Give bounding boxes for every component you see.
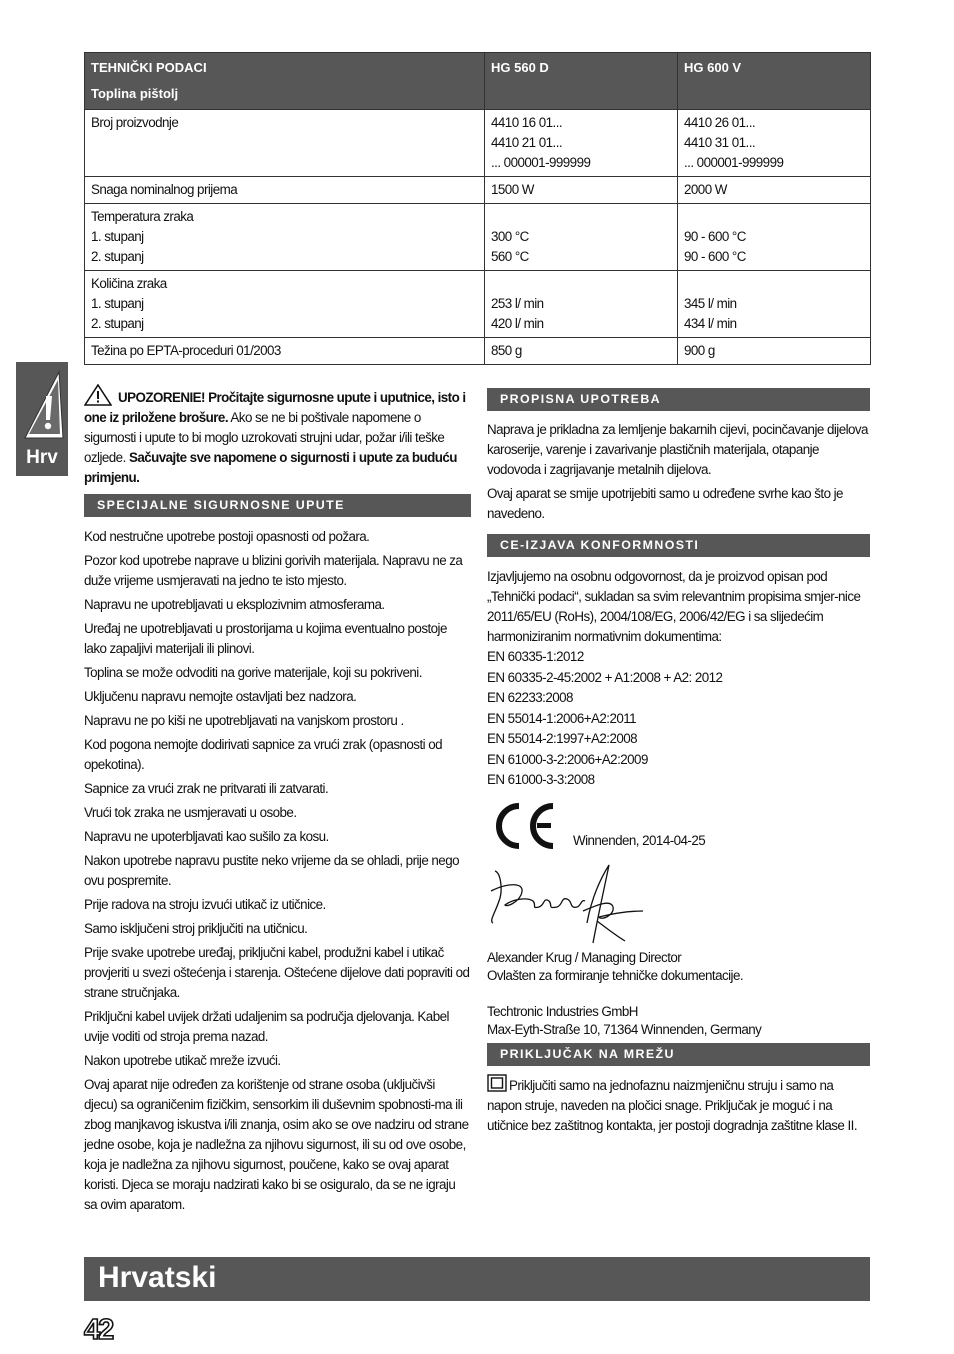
row-sublabel: 1. stupanj: [91, 296, 144, 311]
safety-paragraph: Prije radova na stroju izvući utikač iz utičnice.: [84, 897, 326, 912]
row-value: [678, 204, 871, 271]
safety-paragraph: Toplina se može odvoditi na gorive materijale, koji su pokriveni.: [84, 665, 422, 680]
safety-paragraph: Nakon upotrebe napravu pustite neko vrijeme da se ohladi, prije nego ovu pospremite.: [84, 853, 459, 888]
ce-mark-icon: [489, 801, 557, 851]
warning-bold-intro: UPOZORENIE! Pročitajte sigurnosne upute i uputnice, isto i one iz priložene brošure.: [84, 390, 466, 425]
row-subvalue: 560 °C: [491, 249, 529, 264]
row-label-text: Količina zraka: [91, 276, 167, 291]
ce-mark-row: [487, 801, 870, 861]
safety-paragraph: Kod pogona nemojte dodirivati sapnice za vrući zrak (opasnosti od opekotina).: [84, 737, 443, 772]
warning-text: Ako se ne bi poštivale napomene o sigurnosti i upute to bi moglo uzrokovati strujni udar, požar i/ili teške ozljede.: [84, 410, 445, 465]
row-label: Snaga nominalnog prijema: [85, 177, 485, 204]
row-sublabel: 2. stupanj: [91, 249, 144, 264]
safety-paragraph: Prije svake upotrebe uređaj, priključni kabel, produžni kabel i utikač provjeriti u svezi oštećenja i starenja. Oštećene dijelove dati popraviti od strane stručnjaka.: [84, 945, 470, 1000]
right-column: [487, 388, 870, 1140]
row-subvalue: 420 l/ min: [491, 316, 544, 331]
row-value: 1500 W: [485, 177, 678, 204]
serial-value: ... 000001-999999: [491, 155, 591, 170]
safety-paragraph: Vrući tok zraka ne usmjeravati u osobe.: [84, 805, 297, 820]
authorized-text: Ovlašten za formiranje tehničke dokumentacije.: [487, 967, 744, 983]
table-row: [85, 271, 871, 338]
row-label: [85, 204, 485, 271]
proper-use-paragraph: Ovaj aparat se smije upotrijebiti samo u određene svrhe kao što je navedeno.: [487, 486, 843, 521]
technical-data-table: [84, 52, 871, 365]
safety-paragraph: Ovaj aparat nije određen za korištenje od strane osoba (uključivši djecu) sa ograničenim fizičkim, sensorkim ili duševnim spobnosti-ma ili zbog manjkavog iskustva i/ili znanja, osim ako se ove nadziru od strane jedne osobe, koja je nadležna za njihovu sigurnost, ili su od ove osobe, koja je nadležna za njihovu sigurnost, poučene, kako se ovaj aparat koristi. Djeca se moraju nadzirati kako bi se osiguralo, da se ne igraju sa ovim aparatom.: [84, 1077, 469, 1212]
table-row: [85, 338, 871, 365]
warning-bold-keep: Sačuvajte sve napomene o sigurnosti i upute za buduću primjenu.: [84, 450, 457, 485]
special-safety-heading: SPECIJALNE SIGURNOSNE UPUTE: [84, 494, 471, 517]
special-safety-list: [84, 527, 471, 1215]
footer-language: Hrvatski: [98, 1261, 217, 1294]
standard-item: EN 55014-1:2006+A2:2011: [487, 710, 637, 726]
row-value: [485, 110, 678, 177]
safety-paragraph: Priključni kabel uvijek držati udaljenim sa područja djelovanja. Kabel uvije voditi od stroja prema nazad.: [84, 1009, 449, 1044]
table-header-title: [85, 53, 485, 110]
row-subvalue: 90 - 600 °C: [684, 229, 746, 244]
serial-value: 4410 31 01...: [684, 135, 756, 150]
row-sublabel: 1. stupanj: [91, 229, 144, 244]
row-sublabel: 2. stupanj: [91, 316, 144, 331]
row-subvalue: 90 - 600 °C: [684, 249, 746, 264]
row-label: [85, 271, 485, 338]
row-value: 2000 W: [678, 177, 871, 204]
row-value: [485, 271, 678, 338]
mains-connection-heading: PRIKLJUČAK NA MREŽU: [487, 1043, 870, 1066]
safety-paragraph: Pozor kod upotrebe naprave u blizini gorivih materijala. Napravu ne za duže vrijeme usmjeravati na jedno te isto mjesto.: [84, 553, 463, 588]
safety-paragraph: Samo isključeni stroj priključiti na utičnicu.: [84, 921, 308, 936]
standard-item: EN 61000-3-2:2006+A2:2009: [487, 751, 648, 767]
row-value: [485, 204, 678, 271]
proper-use-paragraph: Naprava je prikladna za lemljenje bakarnih cijevi, pocinčavanje dijelova karoserije, varenje i zavarivanje plastičnih materijala, otapanje vodovoda i zagrijavanje metalnih dijelova.: [487, 422, 868, 477]
row-value: 900 g: [678, 338, 871, 365]
proper-use-heading: PROPISNA UPOTREBA: [487, 388, 870, 411]
signer-block: [487, 949, 870, 1039]
table-title: TEHNIČKI PODACI: [91, 60, 207, 75]
signature: [487, 861, 657, 951]
table-subtitle: Toplina pištolj: [91, 86, 179, 101]
table-header-model2: HG 600 V: [678, 53, 871, 110]
warning-icon: [84, 384, 112, 406]
row-value: [678, 110, 871, 177]
language-footer-band: [84, 1257, 870, 1301]
safety-paragraph: Uključenu napravu nemojte ostavljati bez nadzora.: [84, 689, 357, 704]
page-number: 42: [84, 1314, 113, 1346]
row-subvalue: 253 l/ min: [491, 296, 544, 311]
row-value: [678, 271, 871, 338]
safety-paragraph: Kod nestručne upotrebe postoji opasnosti od požara.: [84, 529, 370, 544]
row-subvalue: 345 l/ min: [684, 296, 737, 311]
safety-paragraph: Uređaj ne upotrebljavati u prostorijama u kojima eventualno postoje lako zapaljivi materijali ili plinovi.: [84, 621, 447, 656]
serial-value: 4410 21 01...: [491, 135, 563, 150]
row-subvalue: 300 °C: [491, 229, 529, 244]
left-column: [84, 384, 471, 1219]
standard-item: EN 60335-2-45:2002 + A1:2008 + A2: 2012: [487, 669, 723, 685]
place-date: Winnenden, 2014-04-25: [573, 832, 706, 848]
standard-item: EN 60335-1:2012: [487, 649, 584, 664]
ce-intro: Izjavljujemo na osobnu odgovornost, da je proizvod opisan pod „Tehnički podaci“, sukladan sa svim relevantnim propisima smjer-nice 2011/65/EU (RoHs), 2004/108/EG, 2006/42/EG i sa slijedećim harmoniziranim normativnim dokumentima:: [487, 569, 861, 644]
ce-declaration-body: [487, 567, 870, 791]
serial-value: 4410 26 01...: [684, 115, 756, 130]
standards-list: [487, 647, 870, 791]
row-label: Težina po EPTA-proceduri 01/2003: [85, 338, 485, 365]
safety-paragraph: Napravu ne upoterbljavati kao sušilo za kosu.: [84, 829, 329, 844]
table-row: [85, 177, 871, 204]
row-label-text: Temperatura zraka: [91, 209, 194, 224]
protection-class-ii-icon: [487, 1074, 507, 1092]
language-side-tab: [16, 362, 68, 476]
company-address: Max-Eyth-Straße 10, 71364 Winnenden, Germany: [487, 1021, 762, 1037]
standard-item: EN 62233:2008: [487, 690, 573, 705]
warning-triangle-icon: [19, 368, 65, 444]
proper-use-body: [487, 420, 870, 524]
standard-item: EN 61000-3-3:2008: [487, 772, 595, 787]
safety-paragraph: Napravu ne upotrebljavati u eksplozivnim atmosferama.: [84, 597, 385, 612]
mains-text: Priključiti samo na jednofaznu naizmjeničnu struju i samo na napon struje, naveden na pločici snage. Priključak je moguć i na utičnice bez zaštitnog kontakta, jer postoji dogradnja zaštitne klase II.: [487, 1077, 857, 1133]
table-row: [85, 204, 871, 271]
signer-name: Alexander Krug / Managing Director: [487, 949, 682, 965]
ce-declaration-heading: CE-IZJAVA KONFORMNOSTI: [487, 534, 870, 557]
safety-warning: [84, 384, 471, 488]
standard-item: EN 55014-2:1997+A2:2008: [487, 731, 638, 746]
row-label: Broj proizvodnje: [85, 110, 485, 177]
mains-connection-text: [487, 1074, 870, 1136]
table-row: [85, 110, 871, 177]
table-header-model1: HG 560 D: [485, 53, 678, 110]
safety-paragraph: Nakon upotrebe utikač mreže izvući.: [84, 1053, 281, 1068]
side-tab-language: Hrv: [26, 447, 58, 468]
serial-value: ... 000001-999999: [684, 155, 784, 170]
row-value: 850 g: [485, 338, 678, 365]
row-subvalue: 434 l/ min: [684, 316, 737, 331]
safety-paragraph: Napravu ne po kiši ne upotrebljavati na vanjskom prostoru .: [84, 713, 404, 728]
company-name: Techtronic Industries GmbH: [487, 1003, 638, 1019]
safety-paragraph: Sapnice za vrući zrak ne pritvarati ili zatvarati.: [84, 781, 329, 796]
serial-value: 4410 16 01...: [491, 115, 563, 130]
